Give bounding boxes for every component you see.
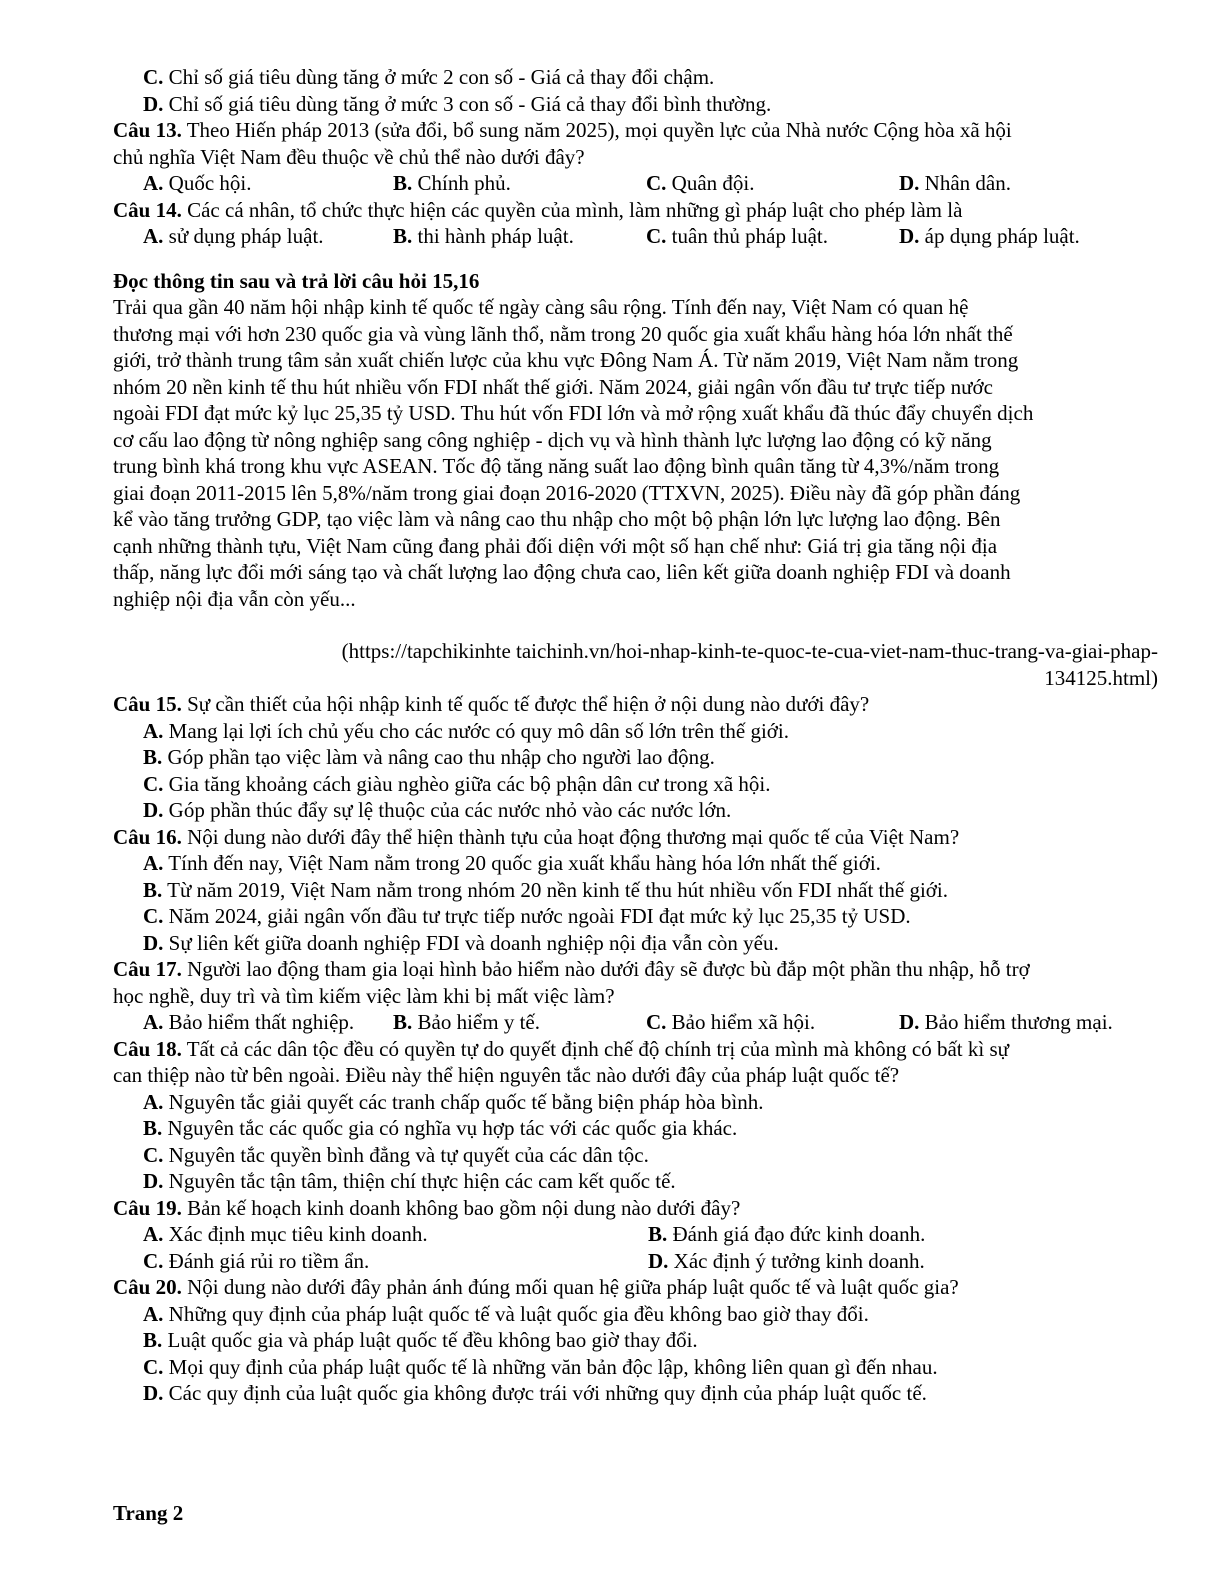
question-17-options (113, 1009, 1158, 1036)
question-19: Câu 19. Bản kế hoạch kinh doanh không bao gồm nội dung nào dưới đây? (113, 1195, 741, 1220)
passage-line: giới, trở thành trung tâm sản xuất chiến lược của khu vực Đông Nam Á. Từ năm 2019, Việt Nam nằm trong (113, 348, 1019, 372)
option-d: D. Góp phần thúc đẩy sự lệ thuộc của các nước nhỏ vào các nước lớn. (143, 798, 732, 822)
option-a: A. Tính đến nay, Việt Nam nằm trong 20 quốc gia xuất khẩu hàng hóa lớn nhất thế giới. (143, 851, 881, 875)
option-a: A. Xác định mục tiêu kinh doanh. (143, 1222, 428, 1246)
option-d: D. Chỉ số giá tiêu dùng tăng ở mức 3 con số - Giá cả thay đổi bình thường. (143, 91, 772, 116)
question-14: Câu 14. Các cá nhân, tổ chức thực hiện các quyền của mình, làm những gì pháp luật cho phép làm là (113, 197, 963, 222)
question-17: Câu 17. Người lao động tham gia loại hình bảo hiểm nào dưới đây sẽ được bù đắp một phần thu nhập, hỗ trợ (113, 957, 1030, 981)
option-c: C. Đánh giá rủi ro tiềm ẩn. (143, 1248, 370, 1273)
option-d: D. Các quy định của luật quốc gia không được trái với những quy định của pháp luật quốc tế. (143, 1381, 927, 1405)
option-a: A. Bảo hiểm thất nghiệp. (143, 1010, 355, 1034)
option-b: B. Góp phần tạo việc làm và nâng cao thu nhập cho người lao động. (143, 745, 715, 769)
question-15: Câu 15. Sự cần thiết của hội nhập kinh tế quốc tế được thể hiện ở nội dung nào dưới đây? (113, 692, 870, 716)
option-b: B. thi hành pháp luật. (393, 224, 574, 248)
option-b: B. Luật quốc gia và pháp luật quốc tế đều không bao giờ thay đổi. (143, 1328, 698, 1352)
passage-line: kể vào tăng trưởng GDP, tạo việc làm và nâng cao thu nhập cho một bộ phận lớn lực lượng lao động. Bên (113, 507, 1001, 531)
option-b: B. Bảo hiểm y tế. (393, 1010, 540, 1034)
option-d: D. Bảo hiểm thương mại. (899, 1010, 1113, 1034)
passage-line: trung bình khá trong khu vực ASEAN. Tốc độ tăng năng suất lao động bình quân tăng từ 4,3%/năm trong (113, 454, 1000, 478)
reading-passage (113, 294, 1158, 612)
option-c: C. Quân đội. (646, 171, 755, 195)
option-a: A. sử dụng pháp luật. (143, 224, 324, 248)
question-13-options (113, 170, 1158, 197)
option-b: B. Từ năm 2019, Việt Nam nằm trong nhóm 20 nền kinh tế thu hút nhiều vốn FDI nhất thế giới. (143, 877, 948, 902)
option-d: D. Xác định ý tưởng kinh doanh. (648, 1248, 925, 1273)
question-19-options (113, 1221, 1158, 1274)
option-c: C. Bảo hiểm xã hội. (646, 1010, 816, 1034)
question-13-cont: chủ nghĩa Việt Nam đều thuộc về chủ thể nào dưới đây? (113, 144, 585, 169)
option-a: A. Mang lại lợi ích chủ yếu cho các nước có quy mô dân số lớn trên thế giới. (143, 718, 789, 743)
option-a: A. Những quy định của pháp luật quốc tế và luật quốc gia đều không bao giờ thay đổi. (143, 1301, 869, 1326)
question-14-options (113, 223, 1158, 250)
option-d: D. Sự liên kết giữa doanh nghiệp FDI và doanh nghiệp nội địa vẫn còn yếu. (143, 930, 779, 955)
passage-line: cơ cấu lao động từ nông nghiệp sang công nghiệp - dịch vụ và hình thành lực lượng lao động có kỹ năng (113, 427, 992, 452)
passage-line: nghiệp nội địa vẫn còn yếu... (113, 586, 356, 611)
question-20: Câu 20. Nội dung nào dưới đây phản ánh đúng mối quan hệ giữa pháp luật quốc tế và luật quốc gia? (113, 1275, 959, 1299)
option-b: B. Nguyên tắc các quốc gia có nghĩa vụ hợp tác với các quốc gia khác. (143, 1116, 738, 1140)
option-c: C. tuân thủ pháp luật. (646, 224, 828, 248)
option-d: D. Nhân dân. (899, 171, 1011, 195)
option-b: B. Đánh giá đạo đức kinh doanh. (648, 1222, 926, 1246)
passage-line: cạnh những thành tựu, Việt Nam cũng đang phải đối diện với một số hạn chế như: Giá trị gia tăng nội địa (113, 533, 998, 558)
option-c: C. Nguyên tắc quyền bình đẳng và tự quyết của các dân tộc. (143, 1142, 649, 1167)
option-c: C. Gia tăng khoảng cách giàu nghèo giữa các bộ phận dân cư trong xã hội. (143, 771, 771, 796)
exam-page (113, 64, 1158, 1407)
option-c: C. Mọi quy định của pháp luật quốc tế là những văn bản độc lập, không liên quan gì đến nhau. (143, 1354, 938, 1379)
option-a: A. Nguyên tắc giải quyết các tranh chấp quốc tế bằng biện pháp hòa bình. (143, 1089, 764, 1114)
page-number: Trang 2 (113, 1501, 184, 1525)
passage-line: thương mại với hơn 230 quốc gia và vùng lãnh thổ, nằm trong 20 quốc gia xuất khẩu hàng hóa lớn nhất thế (113, 321, 1013, 346)
question-18: Câu 18. Tất cả các dân tộc đều có quyền tự do quyết định chế độ chính trị của mình mà không có bất kì sự (113, 1036, 1010, 1061)
passage-line: thấp, năng lực đổi mới sáng tạo và chất lượng lao động chưa cao, liên kết giữa doanh nghiệp FDI và doanh (113, 560, 1011, 584)
reading-heading: Đọc thông tin sau và trả lời câu hỏi 15,16 (113, 268, 480, 293)
passage-line: giai đoạn 2011-2015 lên 5,8%/năm trong giai đoạn 2016-2020 (TTXVN, 2025). Điều này đã góp phần đáng (113, 480, 1021, 505)
option-d: D. Nguyên tắc tận tâm, thiện chí thực hiện các cam kết quốc tế. (143, 1169, 676, 1193)
question-17-cont: học nghề, duy trì và tìm kiếm việc làm khi bị mất việc làm? (113, 983, 615, 1008)
option-b: B. Chính phủ. (393, 171, 511, 195)
question-18-cont: can thiệp nào từ bên ngoài. Điều này thể hiện nguyên tắc nào dưới đây của pháp luật quốc tế? (113, 1063, 900, 1087)
passage-line: ngoài FDI đạt mức kỷ lục 25,35 tỷ USD. Thu hút vốn FDI lớn và mở rộng xuất khẩu đã thúc đẩy chuyển dịch (113, 401, 1034, 425)
passage-line: nhóm 20 nền kinh tế thu hút nhiều vốn FDI nhất thế giới. Năm 2024, giải ngân vốn đầu tư trực tiếp nước (113, 374, 993, 399)
option-c: C. Năm 2024, giải ngân vốn đầu tư trực tiếp nước ngoài FDI đạt mức kỷ lục 25,35 tỷ USD. (143, 904, 911, 928)
option-c: C. Chỉ số giá tiêu dùng tăng ở mức 2 con số - Giá cả thay đổi chậm. (143, 65, 715, 89)
passage-line: Trải qua gần 40 năm hội nhập kinh tế quốc tế ngày càng sâu rộng. Tính đến nay, Việt Nam có quan hệ (113, 295, 969, 319)
question-16: Câu 16. Nội dung nào dưới đây thể hiện thành tựu của hoạt động thương mại quốc tế của Việt Nam? (113, 824, 960, 849)
option-a: A. Quốc hội. (143, 171, 252, 195)
question-13: Câu 13. Theo Hiến pháp 2013 (sửa đổi, bổ sung năm 2025), mọi quyền lực của Nhà nước Cộng hòa xã hội (113, 118, 1012, 142)
option-d: D. áp dụng pháp luật. (899, 224, 1080, 248)
source-citation: (https://tapchikinhte taichinh.vn/hoi-nhap-kinh-te-quoc-te-cua-viet-nam-thuc-trang-va-giai-phap- 134125.html) (341, 639, 1158, 690)
